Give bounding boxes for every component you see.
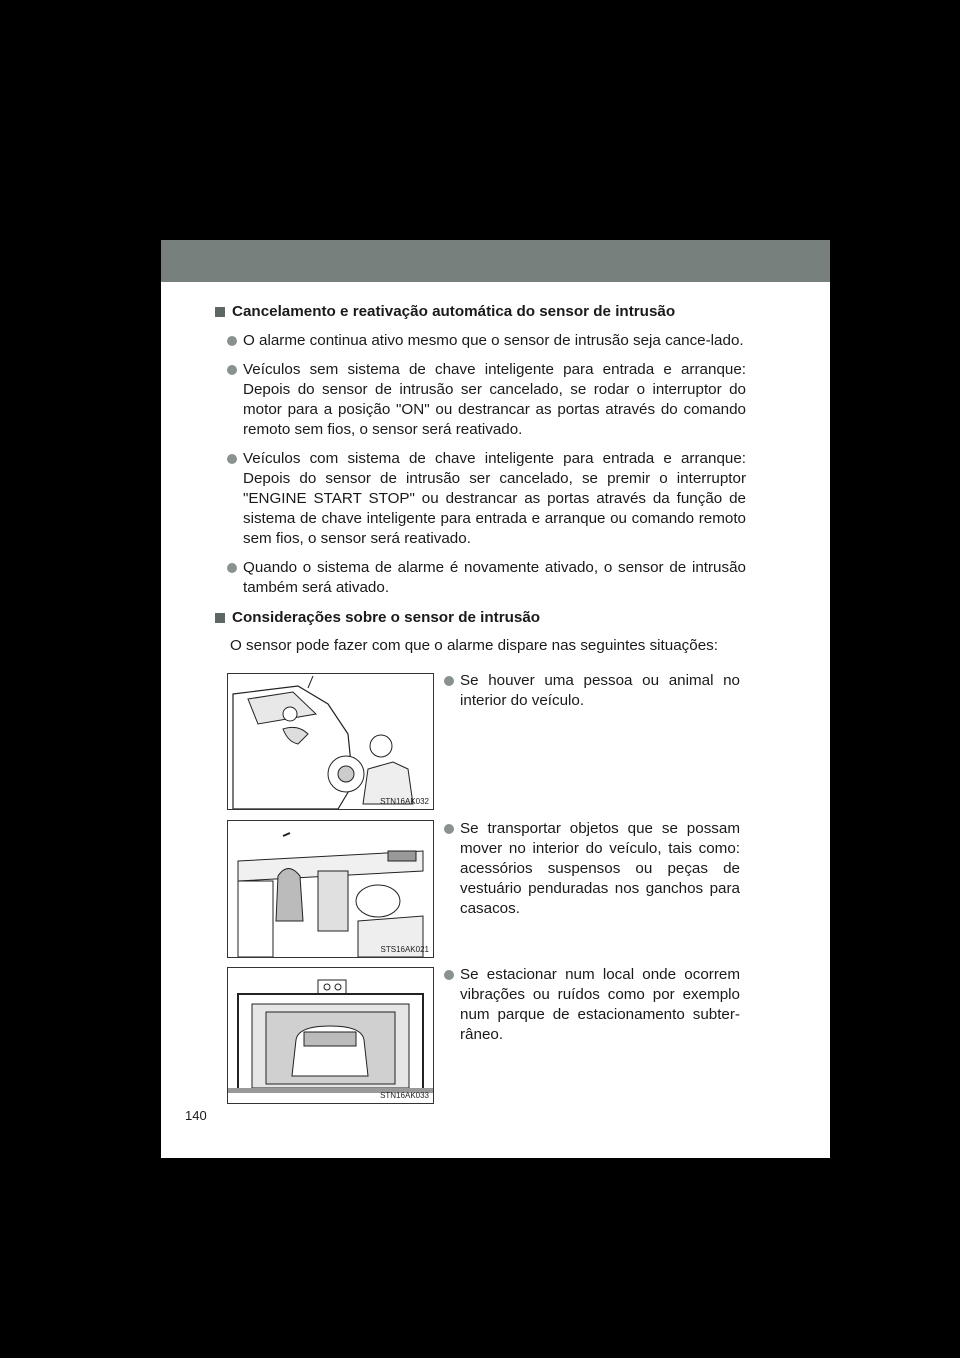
list-item: Se estacionar num local onde ocorrem vibrações ou ruídos como por exemplo num parque de estacionamento subter-râneo. bbox=[444, 965, 744, 1045]
section-heading: Cancelamento e reativação automática do sensor de intrusão bbox=[213, 302, 773, 322]
header-bar bbox=[161, 240, 830, 282]
list-item: Quando o sistema de alarme é novamente ativado, o sensor de intrusão também será ativado. bbox=[227, 558, 773, 598]
round-bullet-icon bbox=[227, 563, 237, 573]
list-item: O alarme continua ativo mesmo que o sensor de intrusão seja cance-lado. bbox=[227, 331, 773, 351]
round-bullet-icon bbox=[444, 676, 454, 686]
figure-code: STN16AK032 bbox=[380, 797, 429, 806]
content bbox=[213, 302, 773, 656]
figure-code: STS16AK021 bbox=[380, 945, 429, 954]
list-item: Se transportar objetos que se possam mover no interior do veículo, tais como: acessórios suspensos ou peças de vestuário penduradas nos ganchos para casacos. bbox=[444, 819, 744, 919]
figure-person-animal bbox=[227, 673, 434, 810]
round-bullet-icon bbox=[227, 365, 237, 375]
figure-moving-objects bbox=[227, 820, 434, 958]
intro-text: O sensor pode fazer com que o alarme dispare nas seguintes situações: bbox=[230, 637, 718, 654]
figure-code: STN16AK033 bbox=[380, 1091, 429, 1100]
round-bullet-icon bbox=[227, 454, 237, 464]
round-bullet-icon bbox=[444, 970, 454, 980]
round-bullet-icon bbox=[227, 336, 237, 346]
square-bullet-icon bbox=[215, 613, 225, 623]
section-heading: Considerações sobre o sensor de intrusão bbox=[213, 608, 773, 628]
figure-underground-parking bbox=[227, 967, 434, 1104]
list-item: Se houver uma pessoa ou animal no interior do veículo. bbox=[444, 671, 744, 711]
list-item: Veículos sem sistema de chave inteligente para entrada e arranque: Depois do sensor de intrusão ser cancelado, se rodar o interruptor do motor para a posição "ON" ou destrancar as portas através do comando remoto sem fios, o sensor será reativado. bbox=[227, 360, 773, 440]
round-bullet-icon bbox=[444, 824, 454, 834]
manual-page bbox=[161, 240, 830, 1158]
list-item: Veículos com sistema de chave inteligente para entrada e arranque: Depois do sensor de intrusão ser cancelado, se premir o interruptor "ENGINE START STOP" ou destrancar as portas através da função de sistema de chave inteligente para entrada e arranque ou comando remoto sem fios, o sensor será reativado. bbox=[227, 449, 773, 549]
square-bullet-icon bbox=[215, 307, 225, 317]
page-number: 140 bbox=[185, 1108, 207, 1123]
